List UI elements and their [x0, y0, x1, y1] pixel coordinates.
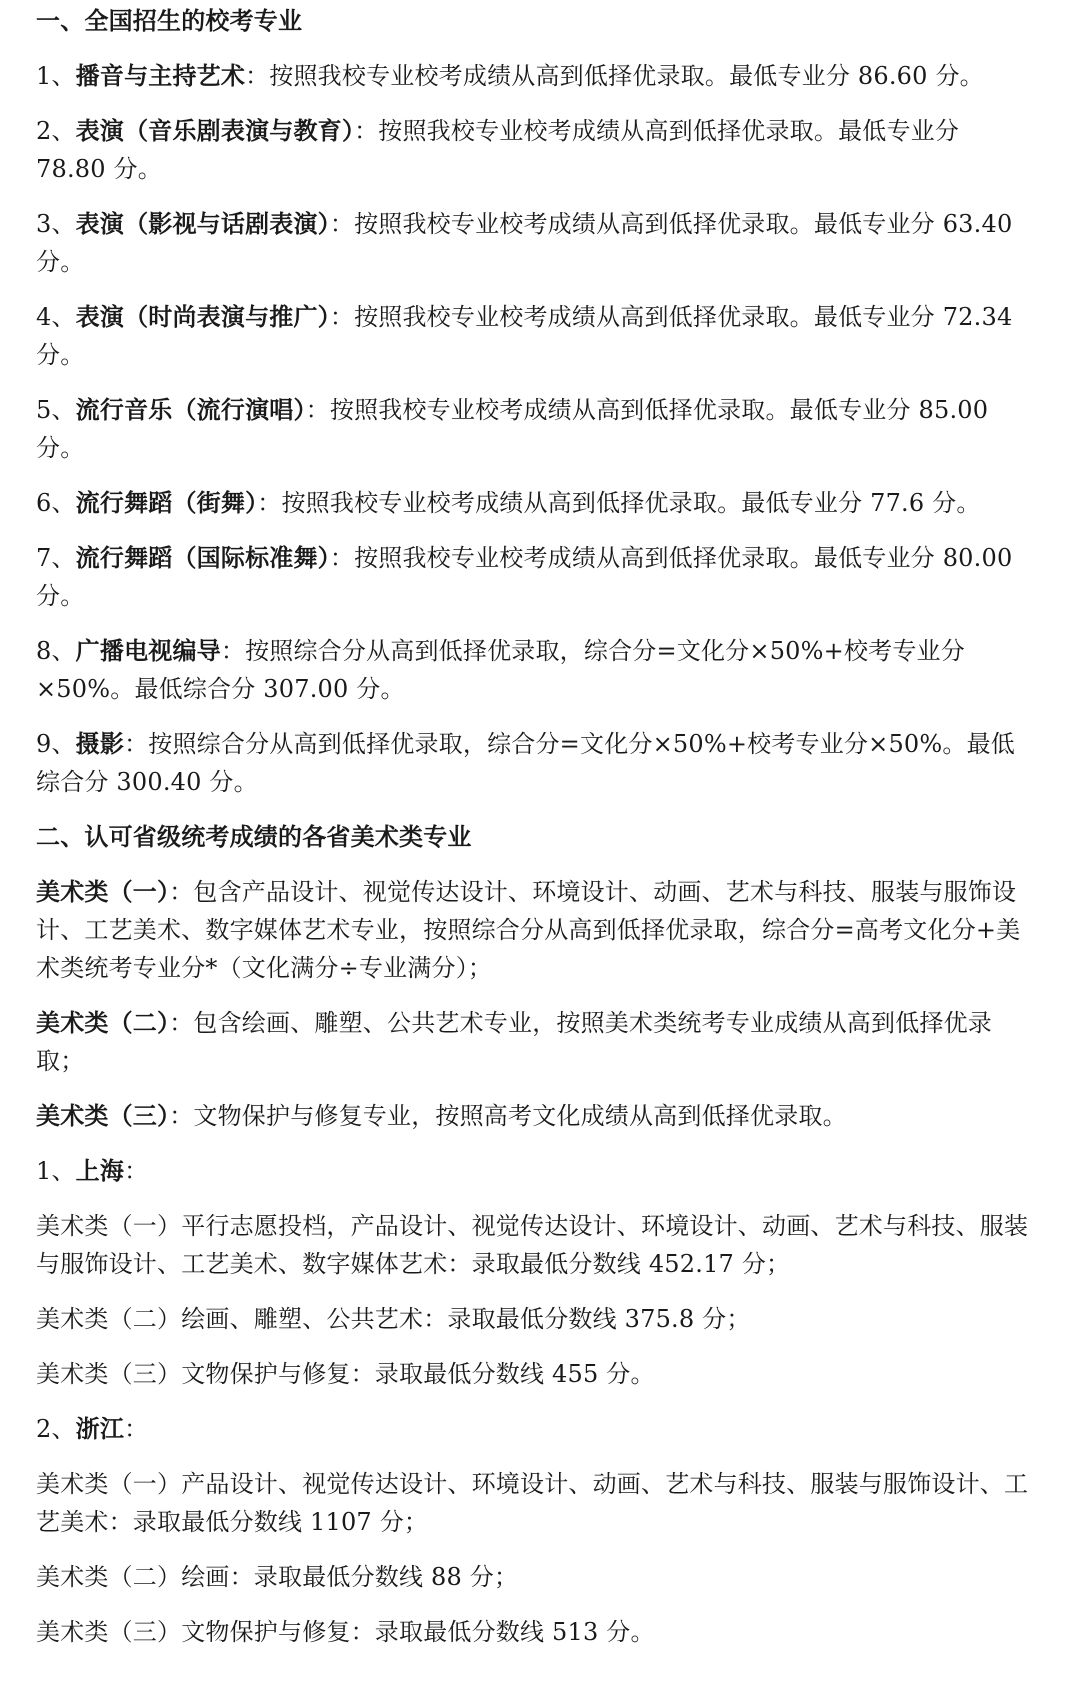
major-name: 流行舞蹈（国际标准舞）: [75, 544, 330, 572]
province-line: 美术类（三）文物保护与修复：录取最低分数线 455 分。: [36, 1360, 655, 1388]
list-item: 8、广播电视编导：按照综合分从高到低择优录取，综合分=文化分×50%+校考专业分×50%。最低综合分 307.00 分。: [36, 637, 965, 703]
list-item: 9、摄影：按照综合分从高到低择优录取，综合分=文化分×50%+校考专业分×50%。最低综合分 300.40 分。: [36, 730, 1016, 796]
major-name: 流行舞蹈（街舞）: [75, 489, 258, 517]
province-line: 美术类（二）绘画、雕塑、公共艺术：录取最低分数线 375.8 分；: [36, 1305, 751, 1333]
category-paragraph: 美术类（一）：包含产品设计、视觉传达设计、环境设计、动画、艺术与科技、服装与服饰设计、工艺美术、数字媒体艺术专业，按照综合分从高到低择优录取，综合分=高考文化分+美术类统考专业分*（文化满分÷专业满分）；: [36, 878, 1021, 982]
list-item: 3、表演（影视与话剧表演）：按照我校专业校考成绩从高到低择优录取。最低专业分 63.40 分。: [36, 210, 1013, 276]
list-item: 7、流行舞蹈（国际标准舞）：按照我校专业校考成绩从高到低择优录取。最低专业分 80.00 分。: [36, 544, 1013, 610]
province-line: 美术类（三）文物保护与修复：录取最低分数线 513 分。: [36, 1618, 655, 1646]
list-item: 4、表演（时尚表演与推广）：按照我校专业校考成绩从高到低择优录取。最低专业分 72.34 分。: [36, 303, 1013, 369]
category-name: 美术类（三）: [36, 1102, 170, 1130]
list-item: 2、表演（音乐剧表演与教育）：按照我校专业校考成绩从高到低择优录取。最低专业分 78.80 分。: [36, 117, 960, 183]
major-name: 广播电视编导: [75, 637, 221, 665]
province-line: 美术类（一）平行志愿投档，产品设计、视觉传达设计、环境设计、动画、艺术与科技、服装与服饰设计、工艺美术、数字媒体艺术：录取最低分数线 452.17 分；: [36, 1212, 1029, 1278]
category-name: 美术类（二）: [36, 1009, 170, 1037]
major-name: 流行音乐（流行演唱）: [75, 396, 306, 424]
major-name: 表演（音乐剧表演与教育）: [75, 117, 355, 145]
major-name: 表演（影视与话剧表演）: [75, 210, 330, 238]
category-name: 美术类（一）: [36, 878, 170, 906]
list-item: 1、播音与主持艺术：按照我校专业校考成绩从高到低择优录取。最低专业分 86.60 分。: [36, 62, 984, 90]
province-name: 上海: [75, 1157, 125, 1185]
section-1-title: 一、全国招生的校考专业: [36, 7, 303, 35]
province-heading: 1、上海：: [36, 1157, 149, 1185]
province-line: 美术类（二）绘画：录取最低分数线 88 分；: [36, 1563, 519, 1591]
province-heading: 2、浙江：: [36, 1415, 149, 1443]
province-line: 美术类（一）产品设计、视觉传达设计、环境设计、动画、艺术与科技、服装与服饰设计、工艺美术：录取最低分数线 1107 分；: [36, 1470, 1029, 1536]
province-name: 浙江: [75, 1415, 125, 1443]
category-paragraph: 美术类（三）：文物保护与修复专业，按照高考文化成绩从高到低择优录取。: [36, 1102, 847, 1130]
section-2-title: 二、认可省级统考成绩的各省美术类专业: [36, 823, 472, 851]
major-name: 摄影: [75, 730, 125, 758]
major-name: 表演（时尚表演与推广）: [75, 303, 330, 331]
list-item: 6、流行舞蹈（街舞）：按照我校专业校考成绩从高到低择优录取。最低专业分 77.6 分。: [36, 489, 981, 517]
category-paragraph: 美术类（二）：包含绘画、雕塑、公共艺术专业，按照美术类统考专业成绩从高到低择优录取；: [36, 1009, 993, 1075]
major-name: 播音与主持艺术: [75, 62, 246, 90]
list-item: 5、流行音乐（流行演唱）：按照我校专业校考成绩从高到低择优录取。最低专业分 85.00 分。: [36, 396, 989, 462]
